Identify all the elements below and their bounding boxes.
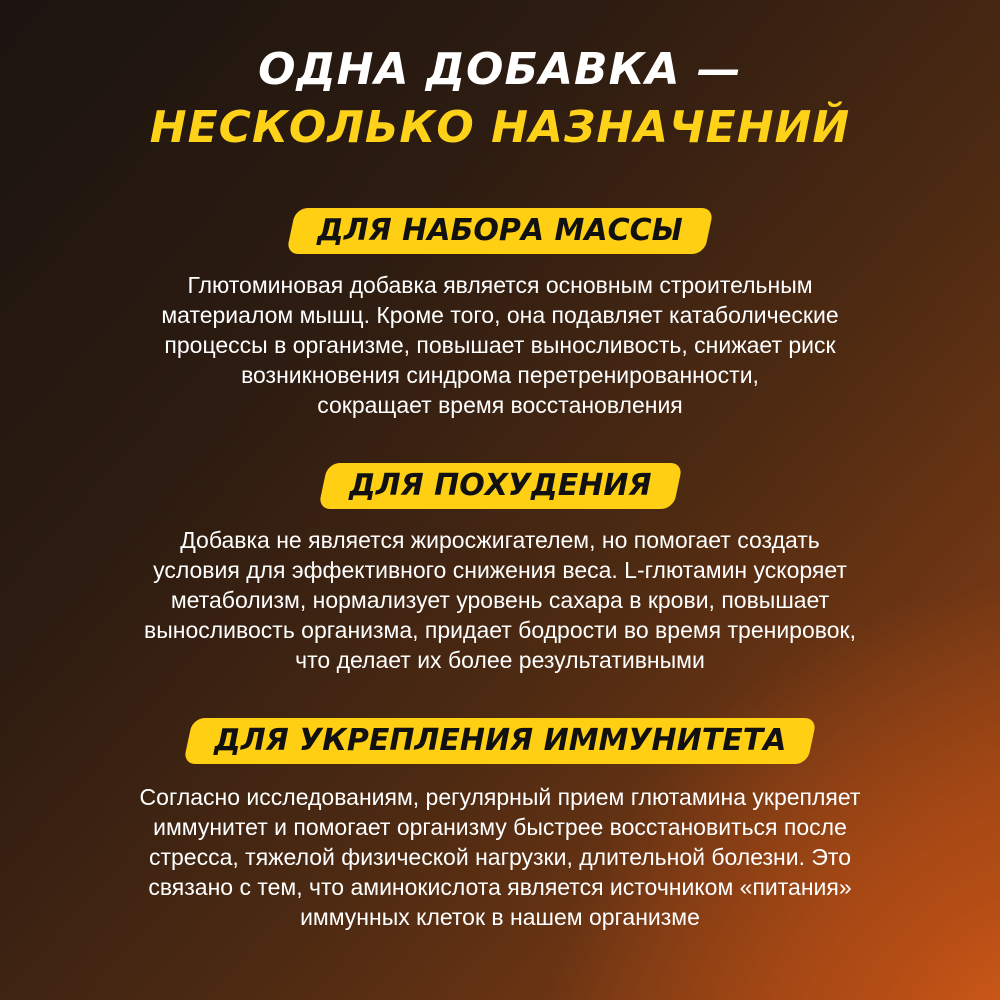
section-mass-badge: [286, 208, 713, 254]
headline-line-2: НЕСКОЛЬКО НАЗНАЧЕНИЙ: [149, 102, 851, 153]
text-line: что делает их более результативными: [295, 647, 705, 673]
text-line: процессы в организме, повышает выносливость, снижает риск: [164, 332, 836, 358]
text-line: стресса, тяжелой физической нагрузки, длительной болезни. Это: [148, 844, 851, 870]
headline-line-1: ОДНА ДОБАВКА —: [258, 44, 742, 95]
text-line: связано с тем, что аминокислота является источником «питания»: [148, 874, 852, 900]
section-weightloss-title: ДЛЯ ПОХУДЕНИЯ: [348, 468, 652, 503]
section-weightloss-header: [0, 463, 1000, 509]
text-line: Добавка не является жиросжигателем, но помогает создать: [180, 527, 820, 553]
text-line: выносливость организма, придает бодрости во время тренировок,: [144, 617, 856, 643]
section-immunity-badge: [183, 718, 817, 764]
section-mass-title: ДЛЯ НАБОРА МАССЫ: [317, 213, 683, 248]
text-line: иммунитет и помогает организму быстрее восстановиться после: [153, 814, 847, 840]
section-immunity-header: [0, 718, 1000, 764]
text-line: материалом мышц. Кроме того, она подавляет катаболические: [161, 302, 839, 328]
section-weightloss-badge: [318, 463, 682, 509]
text-line: метаболизм, нормализует уровень сахара в крови, повышает: [170, 587, 830, 613]
text-line: возникновения синдрома перетренированности,: [241, 362, 759, 388]
section-weightloss-text: [50, 525, 950, 675]
section-mass-header: [0, 208, 1000, 254]
section-immunity-title: ДЛЯ УКРЕПЛЕНИЯ ИММУНИТЕТА: [213, 723, 787, 758]
text-line: иммунных клеток в нашем организме: [300, 904, 700, 930]
text-line: условия для эффективного снижения веса. L-глютамин ускоряет: [153, 557, 847, 583]
section-mass-text: [50, 270, 950, 420]
section-immunity-text: [50, 782, 950, 932]
text-line: сокращает время восстановления: [317, 392, 683, 418]
text-line: Глютоминовая добавка является основным строительным: [187, 272, 813, 298]
text-line: Согласно исследованиям, регулярный прием глютамина укрепляет: [139, 784, 861, 810]
